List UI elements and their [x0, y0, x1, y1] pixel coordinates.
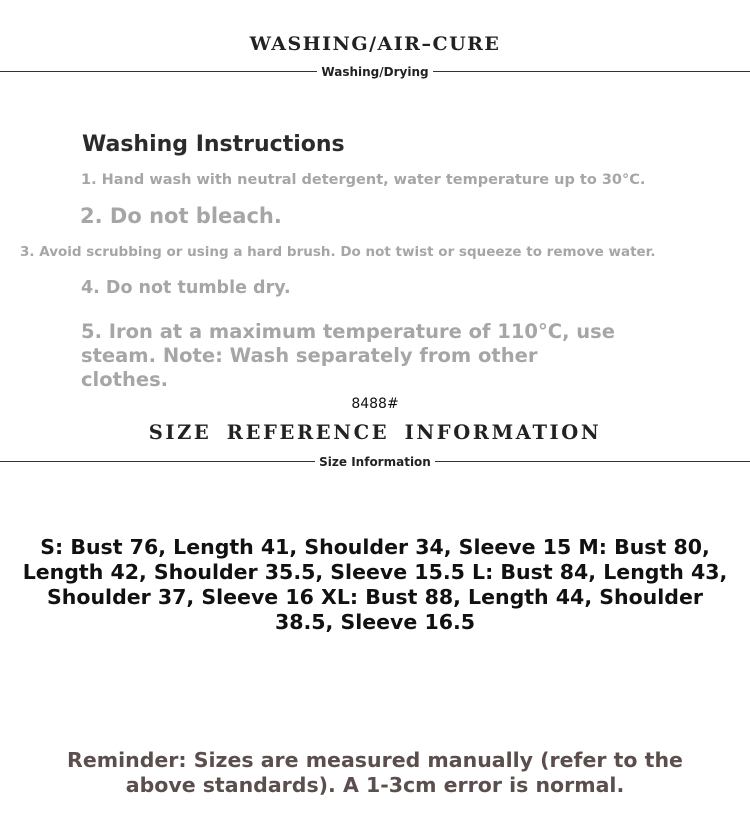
size-divider-label [0, 455, 750, 469]
washing-section-title: WASHING/AIR–CURE [249, 33, 501, 55]
instruction-item-5: 5. Iron at a maximum temperature of 110°C, use steam. Note: Wash separately from other clothes. [81, 320, 615, 391]
washing-divider-label [0, 65, 750, 79]
washing-divider-text: Washing/Drying [317, 65, 432, 79]
size-measurements-text: S: Bust 76, Length 41, Shoulder 34, Sleeve 15 M: Bust 80, Length 42, Shoulder 35.5, Sleeve 15.5 L: Bust 84, Length 43, Shoulder 37, Sleeve 16 XL: Bust 88, Length 44, Shoulder 38.5, Sleeve 16.5 [22, 535, 728, 634]
measurement-reminder: Reminder: Sizes are measured manually (refer to the above standards). A 1-3cm error is normal. [67, 748, 683, 797]
instruction-item-4: 4. Do not tumble dry. [81, 278, 291, 298]
product-sku: 8488# [351, 396, 399, 412]
size-section-title: SIZE REFERENCE INFORMATION [148, 421, 602, 444]
washing-instructions-heading: Washing Instructions [82, 132, 345, 157]
instruction-item-3: 3. Avoid scrubbing or using a hard brush. Do not twist or squeeze to remove water. [20, 244, 656, 260]
instruction-item-2: 2. Do not bleach. [80, 204, 282, 228]
instruction-item-1: 1. Hand wash with neutral detergent, water temperature up to 30°C. [81, 172, 646, 188]
size-divider-text: Size Information [315, 455, 435, 469]
